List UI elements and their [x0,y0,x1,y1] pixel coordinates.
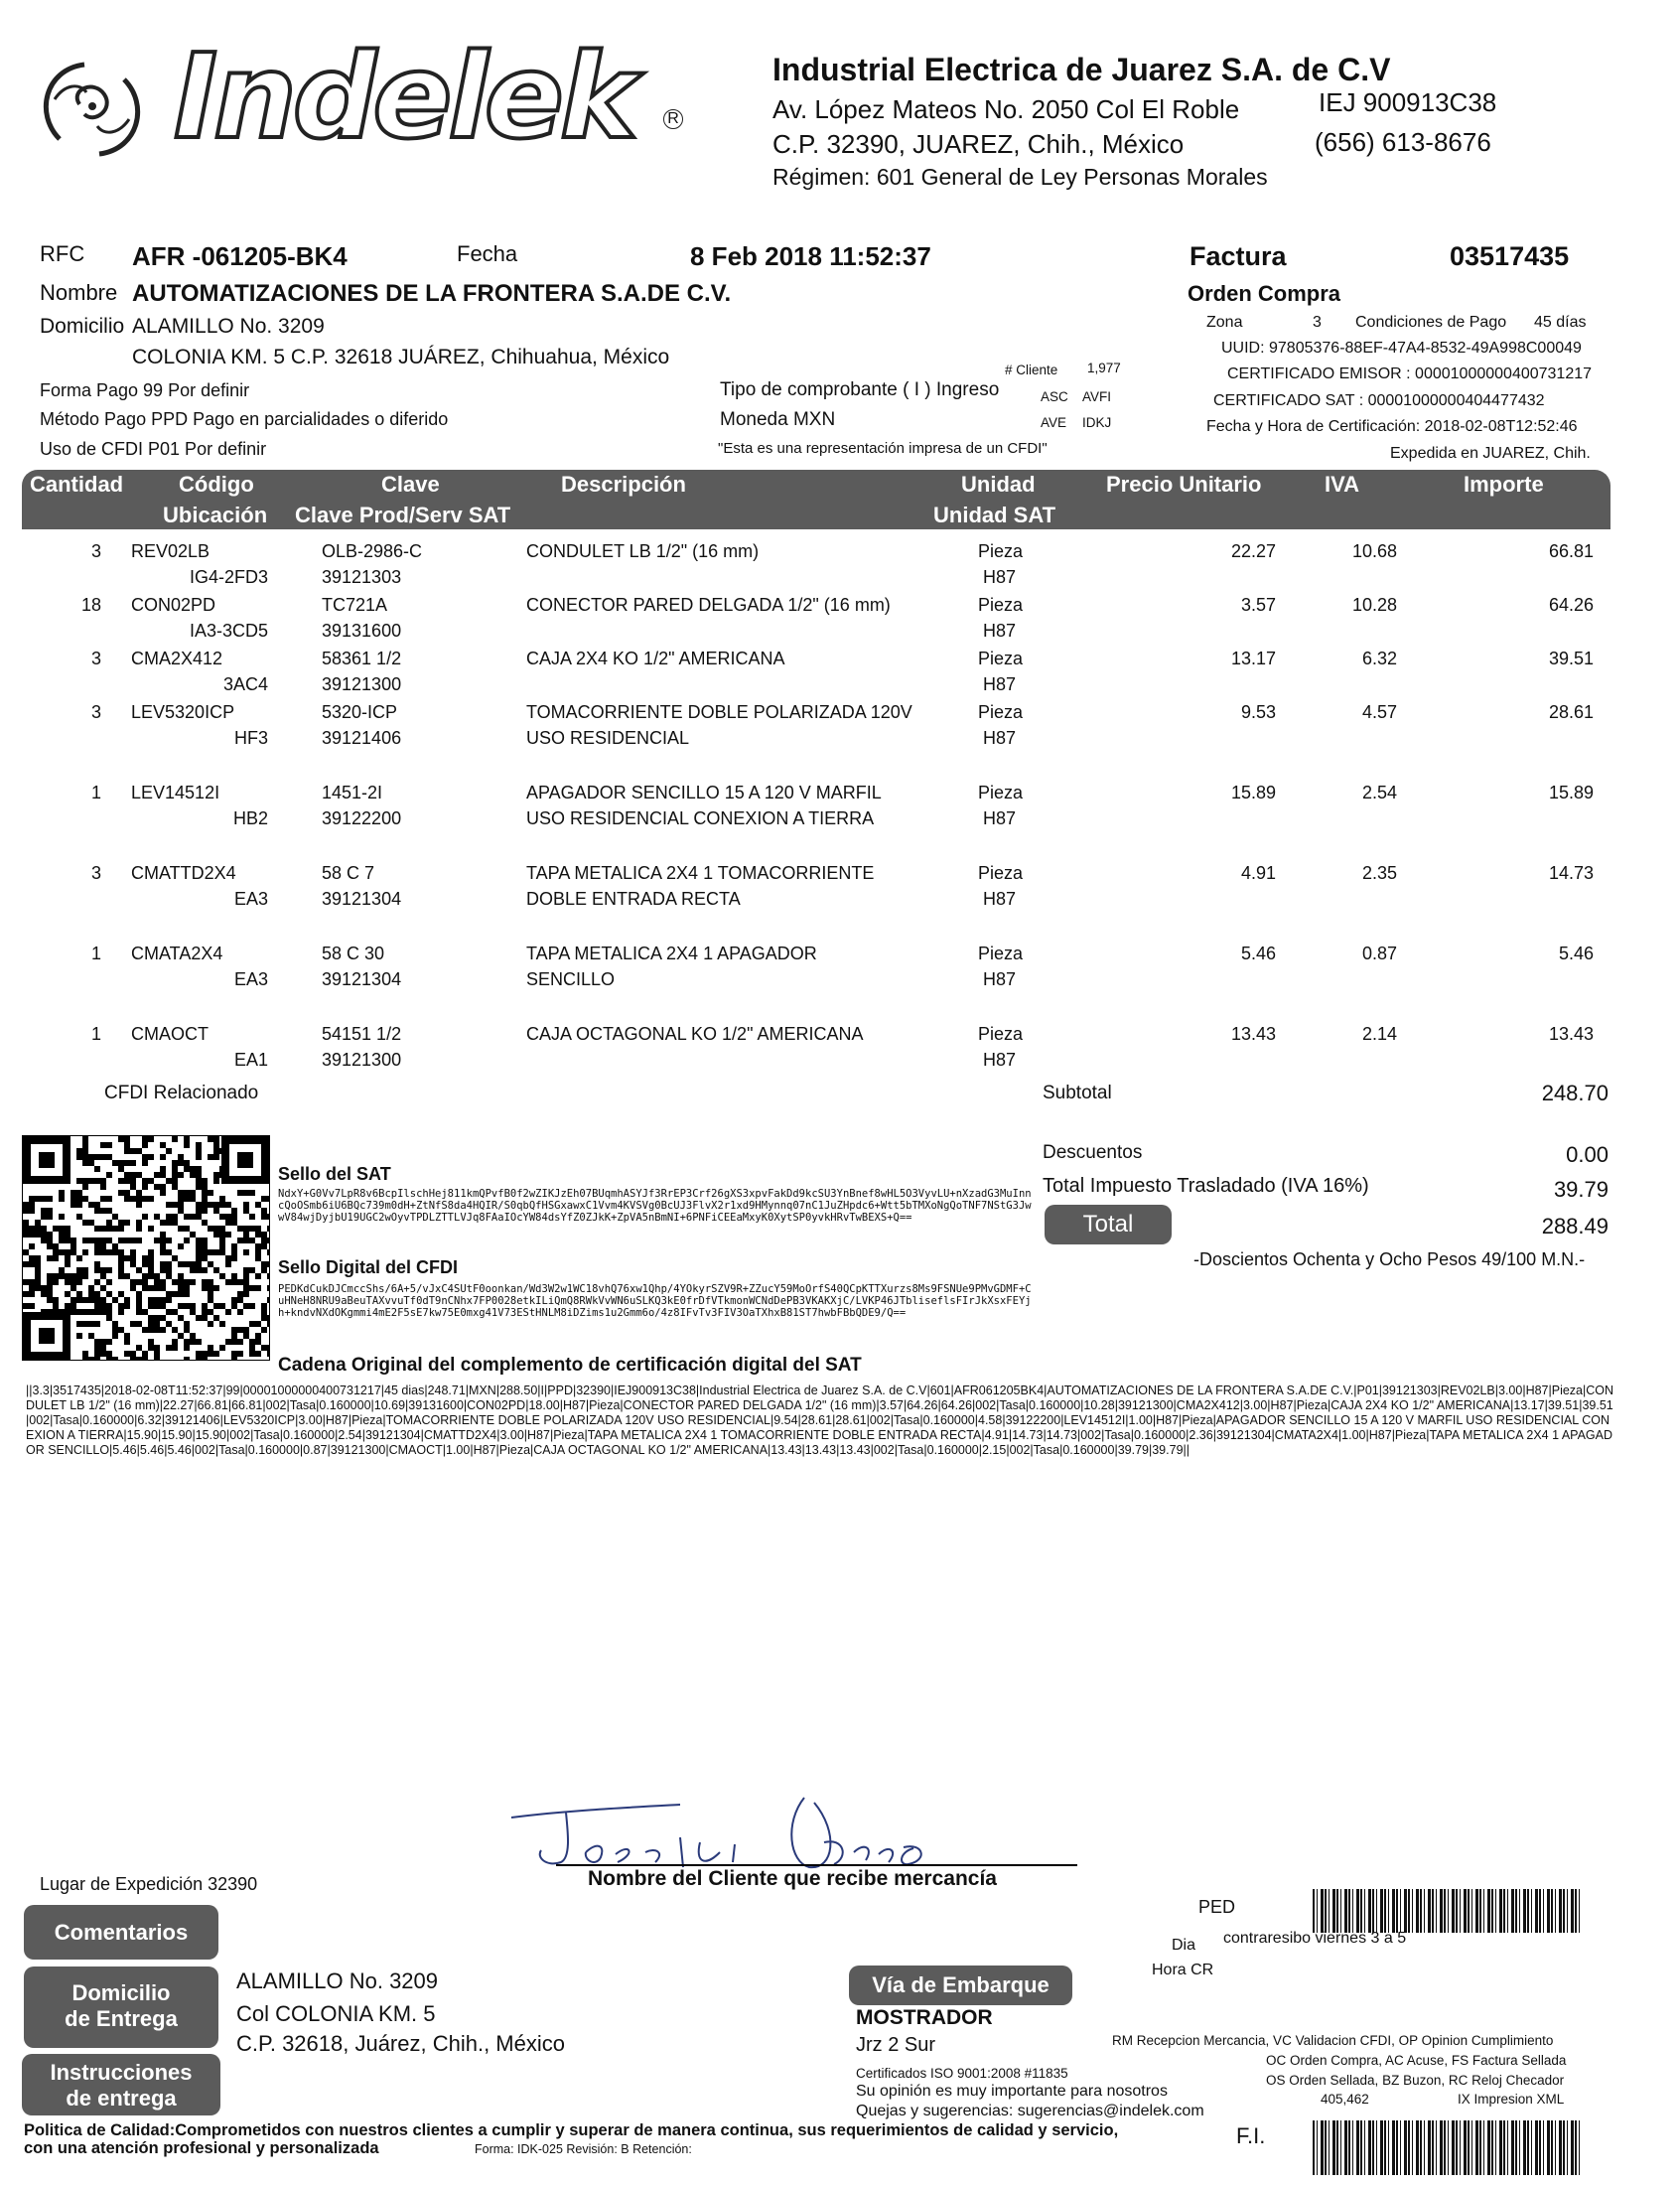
cell-descripcion: CAJA 2X4 KO 1/2" AMERICANA [526,649,785,668]
total-label-pill: Total [1045,1205,1172,1244]
subtotal-label: Subtotal [1043,1083,1112,1103]
cell-descripcion: TAPA METALICA 2X4 1 APAGADOR [526,944,817,963]
domicilio-entrega-line1: Domicilio [71,1980,171,2005]
cell-unidad: Pieza [978,944,1024,963]
cell-unidad-sat: H87 [983,969,1017,989]
cell-importe: 14.73 [1548,863,1594,883]
cell-iva: 6.32 [1361,649,1397,668]
cell-unidad: Pieza [978,863,1024,883]
asc-label: ASC [1041,389,1068,404]
instrucciones-line2: de entrega [66,2086,177,2111]
cell-descripcion-2: SENCILLO [526,969,616,989]
cell-precio: 4.91 [1240,863,1276,883]
hora-cr-label: Hora CR [1152,1962,1214,1978]
cell-iva: 2.54 [1361,783,1397,802]
col-unidad-sat: Unidad SAT [933,503,1056,527]
client-address1: ALAMILLO No. 3209 [132,315,325,338]
col-importe: Importe [1464,472,1544,497]
cell-clave-sat: 39121406 [322,728,402,748]
zona-label: Zona [1206,314,1243,331]
sello-cfdi-label: Sello Digital del CFDI [278,1257,459,1277]
lugar-expedicion: Lugar de Expedición 32390 [40,1874,258,1894]
fi-barcode [1313,2120,1581,2175]
cell-clave: 58361 1/2 [322,649,402,668]
col-ubicacion: Ubicación [163,503,268,527]
cell-importe: 66.81 [1548,541,1594,561]
cell-unidad: Pieza [978,702,1024,722]
registered-mark: R [663,109,683,129]
impuesto-label: Total Impuesto Trasladado (IVA 16%) [1043,1175,1369,1197]
sello-sat-label: Sello del SAT [278,1164,391,1184]
total-value: 288.49 [1541,1214,1609,1238]
cliente-num-label: # Cliente [1005,363,1058,377]
company-address2: C.P. 32390, JUAREZ, Chih., México [772,129,1185,159]
cell-unidad: Pieza [978,1024,1024,1044]
cfdi-qr-code [22,1135,270,1361]
forma-revision: Forma: IDK-025 Revisión: B Retención: [475,2142,692,2156]
indelek-logo-swirl-icon [25,45,159,174]
comentarios-pill: Comentarios [24,1905,218,1960]
cell-iva: 2.14 [1361,1024,1397,1044]
descuentos-label: Descuentos [1043,1142,1143,1163]
cell-cantidad: 18 [80,595,101,615]
col-cantidad: Cantidad [30,472,124,497]
cell-precio: 9.53 [1240,702,1276,722]
cell-clave: 54151 1/2 [322,1024,402,1044]
cell-unidad-sat: H87 [983,808,1017,828]
client-address2: COLONIA KM. 5 C.P. 32618 JUÁREZ, Chihuahua, México [132,346,670,368]
cert-emisor: CERTIFICADO EMISOR : 00001000000400731217 [1227,365,1593,382]
cell-unidad-sat: H87 [983,674,1017,694]
cell-ubicacion: HF3 [233,728,268,748]
cell-clave: TC721A [322,595,388,615]
sello-cfdi-value: PEDKdCukDJCmccShs/6A+5/vJxC4SUtF0oonkan/Wd3W2w1WC18vhQ76xw1Qhp/4YOkyrSZV9R+ZZucY59MoOrfS40QCpKTTXurzs8Ms9FSNUe9PMvGDMF+CuHNeH8NRU9aBeuTAXvvuTf0dT9nCNhx7FP0028etkILiQmQ8RWkVvWN6uSLKQ3kE0frDfVTkmonWCNdDePB3VKAKXjC/LVKP46JTbliseflsFIrJkXsxFEYjh+kndvNXdOKgmmi4mE2F5sE7kw75E0mxg41V73EStHNLM8iDZims1u2Gmm6o/4z8IFvTv3FIV3OaTXhxB81ST7hwbFBbQDE9/Q== [278,1283,1032,1319]
cell-codigo: CMATA2X4 [131,944,223,963]
politica-line2: con una atención profesional y personalizada [24,2139,379,2157]
ped-barcode [1313,1889,1581,1933]
cell-clave-sat: 39121303 [322,567,402,587]
via-embarque-value: MOSTRADOR [856,2006,993,2029]
cell-unidad-sat: H87 [983,567,1017,587]
cell-importe: 28.61 [1548,702,1594,722]
cell-descripcion-2: USO RESIDENCIAL CONEXION A TIERRA [526,808,875,828]
cell-precio: 13.43 [1230,1024,1276,1044]
cert-sat: CERTIFICADO SAT : 00001000000404477432 [1213,392,1545,409]
cell-cantidad: 3 [90,541,101,561]
cell-codigo: LEV5320ICP [131,702,235,722]
cell-descripcion: CONDULET LB 1/2" (16 mm) [526,541,760,561]
col-unidad: Unidad [961,472,1036,497]
contrarecibo-text: contraresibo viernes 3 a 5 [1223,1930,1407,1947]
cell-descripcion: CAJA OCTAGONAL KO 1/2" AMERICANA [526,1024,864,1044]
signature-line [556,1864,1077,1866]
cell-ubicacion: EA1 [233,1050,268,1070]
dia-label: Dia [1172,1937,1196,1954]
cell-clave: 1451-2I [322,783,383,802]
cell-precio: 15.89 [1230,783,1276,802]
cell-clave-sat: 39122200 [322,808,402,828]
cell-unidad-sat: H87 [983,728,1017,748]
cell-importe: 13.43 [1548,1024,1594,1044]
cell-clave-sat: 39131600 [322,621,402,641]
col-iva: IVA [1325,472,1360,497]
impuesto-value: 39.79 [1553,1177,1609,1202]
moneda: Moneda MXN [720,409,836,430]
zona-value: 3 [1313,314,1322,331]
client-signature-image [506,1783,963,1877]
leyenda-line2: OC Orden Compra, AC Acuse, FS Factura Sellada [1266,2053,1567,2068]
client-rfc: AFR -061205-BK4 [132,241,348,271]
table-header-bar [22,470,1610,529]
cell-precio: 3.57 [1240,595,1276,615]
orden-compra: Orden Compra [1188,281,1341,306]
fecha-label: Fecha [457,241,518,266]
condiciones-label: Condiciones de Pago [1355,314,1507,331]
leyenda-line3: OS Orden Sellada, BZ Buzon, RC Reloj Checador [1266,2073,1565,2088]
cell-importe: 39.51 [1548,649,1594,668]
cfdi-relacionado: CFDI Relacionado [104,1083,259,1103]
cell-codigo: CON02PD [131,595,216,615]
representacion-impresa: "Esta es una representación impresa de un CFDI" [718,440,1048,457]
col-descripcion: Descripción [561,472,686,497]
ave-value: IDKJ [1082,415,1112,430]
cell-clave-sat: 39121304 [322,969,402,989]
cell-descripcion: TAPA METALICA 2X4 1 TOMACORRIENTE [526,863,875,883]
cell-ubicacion: IA3-3CD5 [189,621,268,641]
cell-clave-sat: 39121304 [322,889,402,909]
nombre-label: Nombre [40,280,118,305]
cell-codigo: LEV14512I [131,783,220,802]
domicilio-entrega-pill [24,1966,218,2048]
cell-unidad-sat: H87 [983,621,1017,641]
cell-clave: OLB-2986-C [322,541,423,561]
company-rfc: IEJ 900913C38 [1319,87,1497,117]
col-codigo: Código [179,472,254,497]
cell-unidad: Pieza [978,783,1024,802]
cell-cantidad: 3 [90,863,101,883]
entrega-address1: ALAMILLO No. 3209 [236,1968,439,1993]
cell-clave-sat: 39121300 [322,1050,402,1070]
client-name: AUTOMATIZACIONES DE LA FRONTERA S.A.DE C.V. [132,280,732,307]
footer-number: 405,462 [1321,2092,1369,2107]
via-embarque-pill: Vía de Embarque [849,1966,1072,2005]
instrucciones-line1: Instrucciones [50,2060,193,2085]
cliente-num: 1,977 [1087,361,1121,375]
opinion-text: Su opinión es muy importante para nosotros [856,2083,1168,2100]
cell-cantidad: 1 [90,944,101,963]
cell-ubicacion: IG4-2FD3 [189,567,268,587]
asc-value: AVFI [1082,389,1112,404]
col-clave: Clave [381,472,440,497]
domicilio-entrega-line2: de Entrega [65,2006,178,2031]
cell-ubicacion: HB2 [232,808,268,828]
company-address1: Av. López Mateos No. 2050 Col El Roble [772,94,1240,124]
ave-label: AVE [1041,415,1067,430]
cell-iva: 4.57 [1361,702,1397,722]
cell-unidad-sat: H87 [983,1050,1017,1070]
cell-codigo: CMAOCT [131,1024,209,1044]
cell-unidad-sat: H87 [983,889,1017,909]
expedida-en: Expedida en JUAREZ, Chih. [1390,445,1591,462]
col-precio-unitario: Precio Unitario [1106,472,1262,497]
invoice-date: 8 Feb 2018 11:52:37 [690,241,931,271]
fecha-certificacion: Fecha y Hora de Certificación: 2018-02-08T12:52:46 [1206,418,1578,435]
impresion-xml: IX Impresion XML [1458,2092,1565,2107]
fi-label: F.I. [1236,2123,1266,2148]
instrucciones-entrega-pill [22,2054,220,2115]
cell-clave: 5320-ICP [322,702,398,722]
cell-codigo: REV02LB [131,541,210,561]
cell-unidad: Pieza [978,541,1024,561]
uso-cfdi: Uso de CFDI P01 Por definir [40,439,267,459]
cell-codigo: CMA2X412 [131,649,223,668]
subtotal-value: 248.70 [1541,1081,1609,1105]
cell-unidad: Pieza [978,649,1024,668]
cell-cantidad: 3 [90,702,101,722]
cell-precio: 22.27 [1230,541,1276,561]
quejas-email: Quejas y sugerencias: sugerencias@indelek.com [856,2103,1204,2119]
cell-importe: 5.46 [1558,944,1594,963]
forma-pago: Forma Pago 99 Por definir [40,380,250,400]
entrega-address2: Col COLONIA KM. 5 [236,2001,436,2026]
cell-descripcion: CONECTOR PARED DELGADA 1/2" (16 mm) [526,595,891,615]
sello-sat-value: NdxY+G0Vv7LpR8v6BcpIlschHej811kmQPvfB0f2wZIKJzEh07BUqmhASYJf3RrEP3Crf26gXS3xpvFakDd9kcSU3YnBnef8wHL5O3VyvLU+nXzadG3MuInncQoOSmb6iU6BQc739m0dH+ZtNfS8da4HQIR/S0qbQfHSGxawxC1Vvm4KVSVg0BcUJ3FlvX2r1xd9HMynnq07nC1JuZHpdc6+Wtt5bTMXoNgQoTNF7NStG3JwwV84wjDyjbU19UGC2wOyvTPDLZTTLVJq8FAaIOcYW84dsYfZ0ZJkK+ZpVA5nBmNI+6PNFiCEEaMxyK0XytSP0yvkHRvTwBEXS+Q== [278,1188,1032,1224]
cell-clave-sat: 39121300 [322,674,402,694]
uuid: UUID: 97805376-88EF-47A4-8532-49A998C00049 [1221,340,1582,357]
cell-importe: 64.26 [1548,595,1594,615]
company-phone: (656) 613-8676 [1315,127,1491,157]
tipo-comprobante: Tipo de comprobante ( I ) Ingreso [720,379,1000,400]
ped-label: PED [1198,1897,1236,1917]
indelek-logo-text: Indelek [174,28,634,165]
sucursal: Jrz 2 Sur [856,2034,936,2056]
cell-importe: 15.89 [1548,783,1594,802]
entrega-address3: C.P. 32618, Juárez, Chih., México [236,2031,565,2056]
cell-iva: 0.87 [1361,944,1397,963]
iso-cert: Certificados ISO 9001:2008 #11835 [856,2066,1068,2081]
cell-ubicacion: 3AC4 [222,674,268,694]
politica-line1: Politica de Calidad:Comprometidos con nuestros clientes a cumplir y superar de manera continua, sus requerimientos de calidad y servicio, [24,2121,1119,2139]
cell-iva: 2.35 [1361,863,1397,883]
cell-codigo: CMATTD2X4 [131,863,236,883]
cell-precio: 5.46 [1240,944,1276,963]
factura-number: 03517435 [1450,241,1570,271]
col-clave-prod-sat: Clave Prod/Serv SAT [295,503,511,527]
leyenda-line1: RM Recepcion Mercancia, VC Validacion CFDI, OP Opinion Cumplimiento [1112,2033,1554,2048]
cell-unidad: Pieza [978,595,1024,615]
cell-descripcion: APAGADOR SENCILLO 15 A 120 V MARFIL [526,783,882,802]
cell-iva: 10.68 [1351,541,1397,561]
cadena-original-label: Cadena Original del complemento de certificación digital del SAT [278,1355,862,1376]
cell-ubicacion: EA3 [233,969,268,989]
company-name: Industrial Electrica de Juarez S.A. de C.V [772,52,1391,87]
cell-ubicacion: EA3 [233,889,268,909]
nombre-cliente-recibe: Nombre del Cliente que recibe mercancía [588,1867,997,1890]
cell-cantidad: 1 [90,1024,101,1044]
domicilio-label: Domicilio [40,315,125,338]
cell-cantidad: 1 [90,783,101,802]
rfc-label: RFC [40,241,85,266]
factura-label: Factura [1190,241,1287,271]
cell-iva: 10.28 [1351,595,1397,615]
cell-clave: 58 C 30 [322,944,385,963]
cadena-original-value: ||3.3|3517435|2018-02-08T11:52:37|99|00001000000400731217|45 dias|248.71|MXN|288.50|I|PPD|32390|IEJ900913C38|Industrial Electrica de Juarez S.A. de C.V|601|AFR061205BK4|AUTOMATIZACIONES DE LA FRONTERA S.A.DE C.V.|P01|39121303|REV02LB|3.00|H87|Pieza|CONDULET LB 1/2" (16 mm)|22.27|66.81|66.81|002|Tasa|0.160000|10.69|39131600|CON02PD|18.00|H87|Pieza|CONECTOR PARED DELGADA 1/2" (16 mm)|3.57|64.26|64.26|002|Tasa|0.160000|10.28|39121300|CMA2X412|3.00|H87|Pieza|CAJA 2X4 KO 1/2" AMERICANA|13.17|39.51|39.51|002|Tasa|0.160000|6.32|39121406|LEV5320ICP|3.00|H87|Pieza|TOMACORRIENTE DOBLE POLARIZADA 120V USO RESIDENCIAL|9.54|28.61|28.61|002|Tasa|0.160000|4.58|39122200|LEV14512I|1.00|H87|Pieza|APAGADOR SENCILLO 15 A 120 V MARFIL USO RESIDENCIAL CONEXION A TIERRA|15.90|15.90|15.90|002|Tasa|0.160000|2.54|39121304|CMATTD2X4|3.00|H87|Pieza|TAPA METALICA 2X4 1 TOMACORRIENTE DOBLE ENTRADA RECTA|4.91|14.73|14.73|002|Tasa|0.160000|2.36|39121304|CMATA2X4|1.00|H87|Pieza|TAPA METALICA 2X4 1 APAGADOR SENCILLO|5.46|5.46|5.46|002|Tasa|0.160000|0.87|39121300|CMAOCT|1.00|H87|Pieza|CAJA OCTAGONAL KO 1/2" AMERICANA|13.43|13.43|13.43|002|Tasa|0.160000|2.15|002|Tasa|0.160000|39.79|39.79|| [26,1384,1614,1457]
company-regimen: Régimen: 601 General de Ley Personas Morales [772,164,1268,190]
condiciones-value: 45 días [1534,314,1587,331]
metodo-pago: Método Pago PPD Pago en parcialidades o diferido [40,409,449,429]
cell-precio: 13.17 [1230,649,1276,668]
cell-clave: 58 C 7 [322,863,375,883]
cell-descripcion-2: USO RESIDENCIAL [526,728,690,748]
cell-descripcion-2: DOBLE ENTRADA RECTA [526,889,741,909]
cell-cantidad: 3 [90,649,101,668]
descuentos-value: 0.00 [1566,1142,1609,1167]
cell-descripcion: TOMACORRIENTE DOBLE POLARIZADA 120V [526,702,912,722]
total-letra: -Doscientos Ochenta y Ocho Pesos 49/100 M.N.- [1193,1249,1586,1269]
